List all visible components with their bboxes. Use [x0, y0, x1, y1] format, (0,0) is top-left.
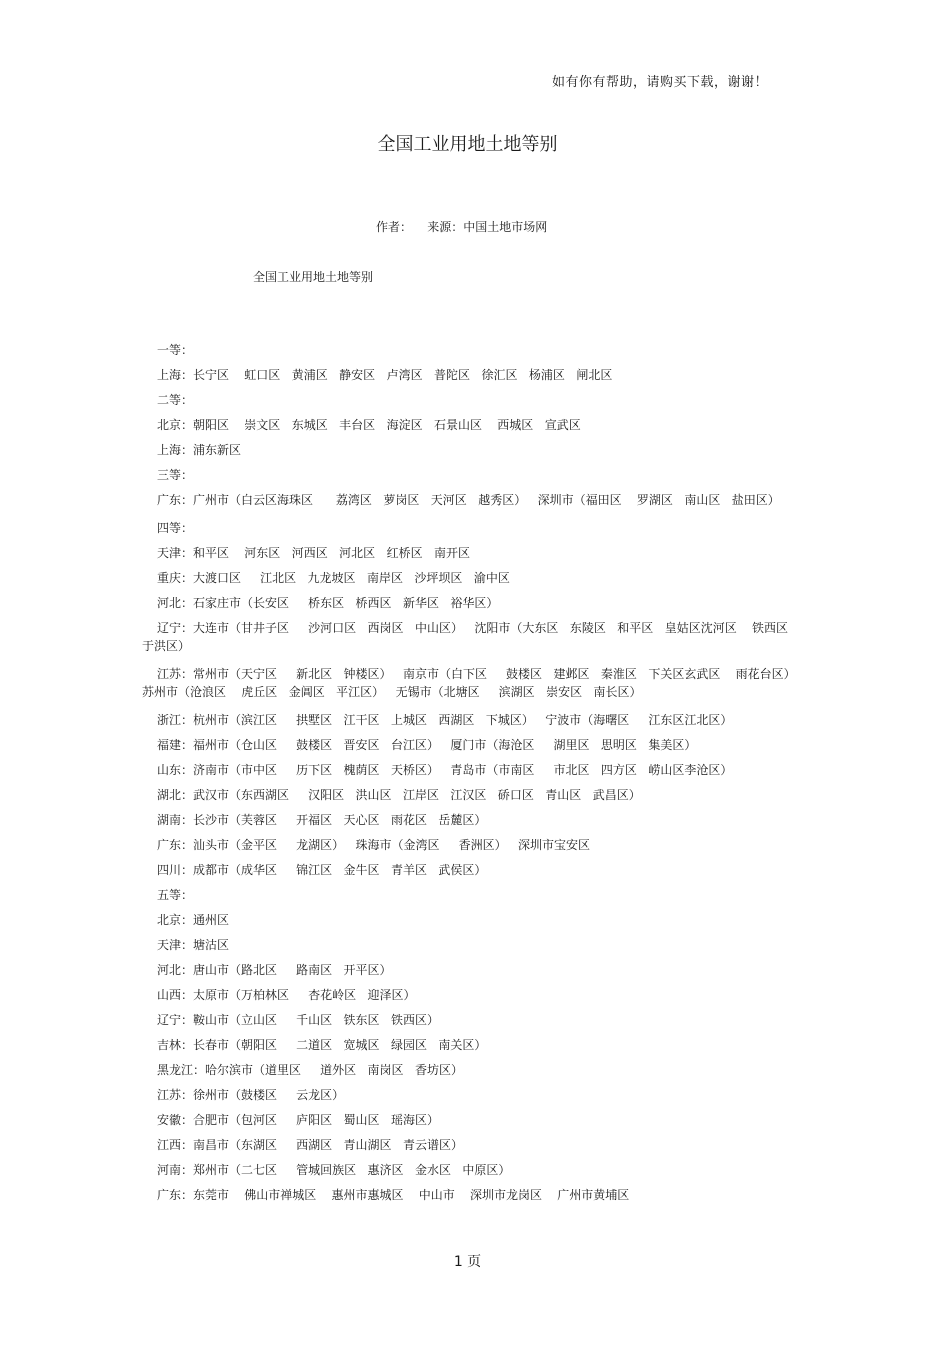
region-line: 湖南：长沙市（芙蓉区 开福区 天心区 雨花区 岳麓区） [157, 813, 487, 827]
region-line: 上海：浦东新区 [157, 443, 242, 457]
grade-heading: 二等： [157, 393, 194, 407]
region-line: 广东：广州市（白云区海珠区 荔湾区 萝岗区 天河区 越秀区） 深圳市（福田区 罗湖区 南山区 盐田区） [157, 493, 780, 507]
page-title: 全国工业用地土地等别 [377, 134, 558, 155]
grade-heading: 四等： [157, 521, 194, 535]
region-line: 广东：东莞市 佛山市禅城区 惠州市惠城区 中山市 深圳市龙岗区 广州市黄埔区 [157, 1188, 630, 1202]
header-note: 如有你有帮助，请购买下载，谢谢！ [551, 75, 768, 90]
grade-heading: 一等： [157, 343, 194, 357]
region-line: 河南：郑州市（二七区 管城回族区 惠济区 金水区 中原区） [157, 1163, 511, 1177]
region-line: 河北：石家庄市（长安区 桥东区 桥西区 新华区 裕华区） [157, 596, 499, 610]
region-line: 四川：成都市（成华区 锦江区 金牛区 青羊区 武侯区） [157, 863, 487, 877]
region-line: 北京：朝阳区 崇文区 东城区 丰台区 海淀区 石景山区 西城区 宣武区 [157, 418, 581, 432]
grade-heading: 五等： [157, 888, 194, 902]
region-line: 北京：通州区 [157, 913, 230, 927]
grade-list [142, 341, 806, 1211]
region-line: 广东：汕头市（金平区 龙湖区） 珠海市（金湾区 香洲区） 深圳市宝安区 [157, 838, 591, 852]
region-line: 黑龙江：哈尔滨市（道里区 道外区 南岗区 香坊区） [157, 1063, 463, 1077]
page-number: 1 页 [453, 1254, 482, 1270]
region-line: 吉林：长春市（朝阳区 二道区 宽城区 绿园区 南关区） [157, 1038, 487, 1052]
region-line: 辽宁：鞍山市（立山区 千山区 铁东区 铁西区） [157, 1013, 439, 1027]
region-line: 山东：济南市（市中区 历下区 槐荫区 天桥区） 青岛市（市南区 市北区 四方区 崂山区李沧区） [157, 763, 733, 777]
region-line: 江苏：常州市（天宁区 新北区 钟楼区） 南京市（白下区 鼓楼区 建邺区 秦淮区 下关区玄武区 雨花台区） 苏州市（沧浪区 虎丘区 金阊区 平江区） 无锡市（北塘区 滨湖区 崇安区 南长区） [142, 667, 808, 699]
region-line: 重庆：大渡口区 江北区 九龙坡区 南岸区 沙坪坝区 渝中区 [157, 571, 510, 585]
region-line: 浙江：杭州市（滨江区 拱墅区 江干区 上城区 西湖区 下城区） 宁波市（海曙区 江东区江北区） [157, 713, 733, 727]
region-line: 辽宁：大连市（甘井子区 沙河口区 西岗区 中山区） 沈阳市（大东区 东陵区 和平区 皇姑区沈河区 铁西区 于洪区） [142, 621, 800, 653]
region-line: 上海：长宁区 虹口区 黄浦区 静安区 卢湾区 普陀区 徐汇区 杨浦区 闸北区 [157, 368, 613, 382]
grade-heading: 三等： [157, 468, 194, 482]
region-line: 河北：唐山市（路北区 路南区 开平区） [157, 963, 392, 977]
region-line: 福建：福州市（仓山区 鼓楼区 晋安区 台江区） 厦门市（海沧区 湖里区 思明区 集美区） [157, 738, 697, 752]
region-line: 湖北：武汉市（东西湖区 汉阳区 洪山区 江岸区 江汉区 硚口区 青山区 武昌区） [157, 788, 641, 802]
region-line: 天津：塘沽区 [157, 938, 230, 952]
region-line: 山西：太原市（万柏林区 杏花岭区 迎泽区） [157, 988, 416, 1002]
subtitle: 全国工业用地土地等别 [253, 270, 374, 284]
region-line: 江苏：徐州市（鼓楼区 云龙区） [157, 1088, 345, 1102]
region-line: 安徽：合肥市（包河区 庐阳区 蜀山区 瑶海区） [157, 1113, 439, 1127]
region-line: 天津：和平区 河东区 河西区 河北区 红桥区 南开区 [157, 546, 471, 560]
byline: 作者： 来源：中国土地市场网 [376, 220, 548, 234]
region-line: 江西：南昌市（东湖区 西湖区 青山湖区 青云谱区） [157, 1138, 463, 1152]
